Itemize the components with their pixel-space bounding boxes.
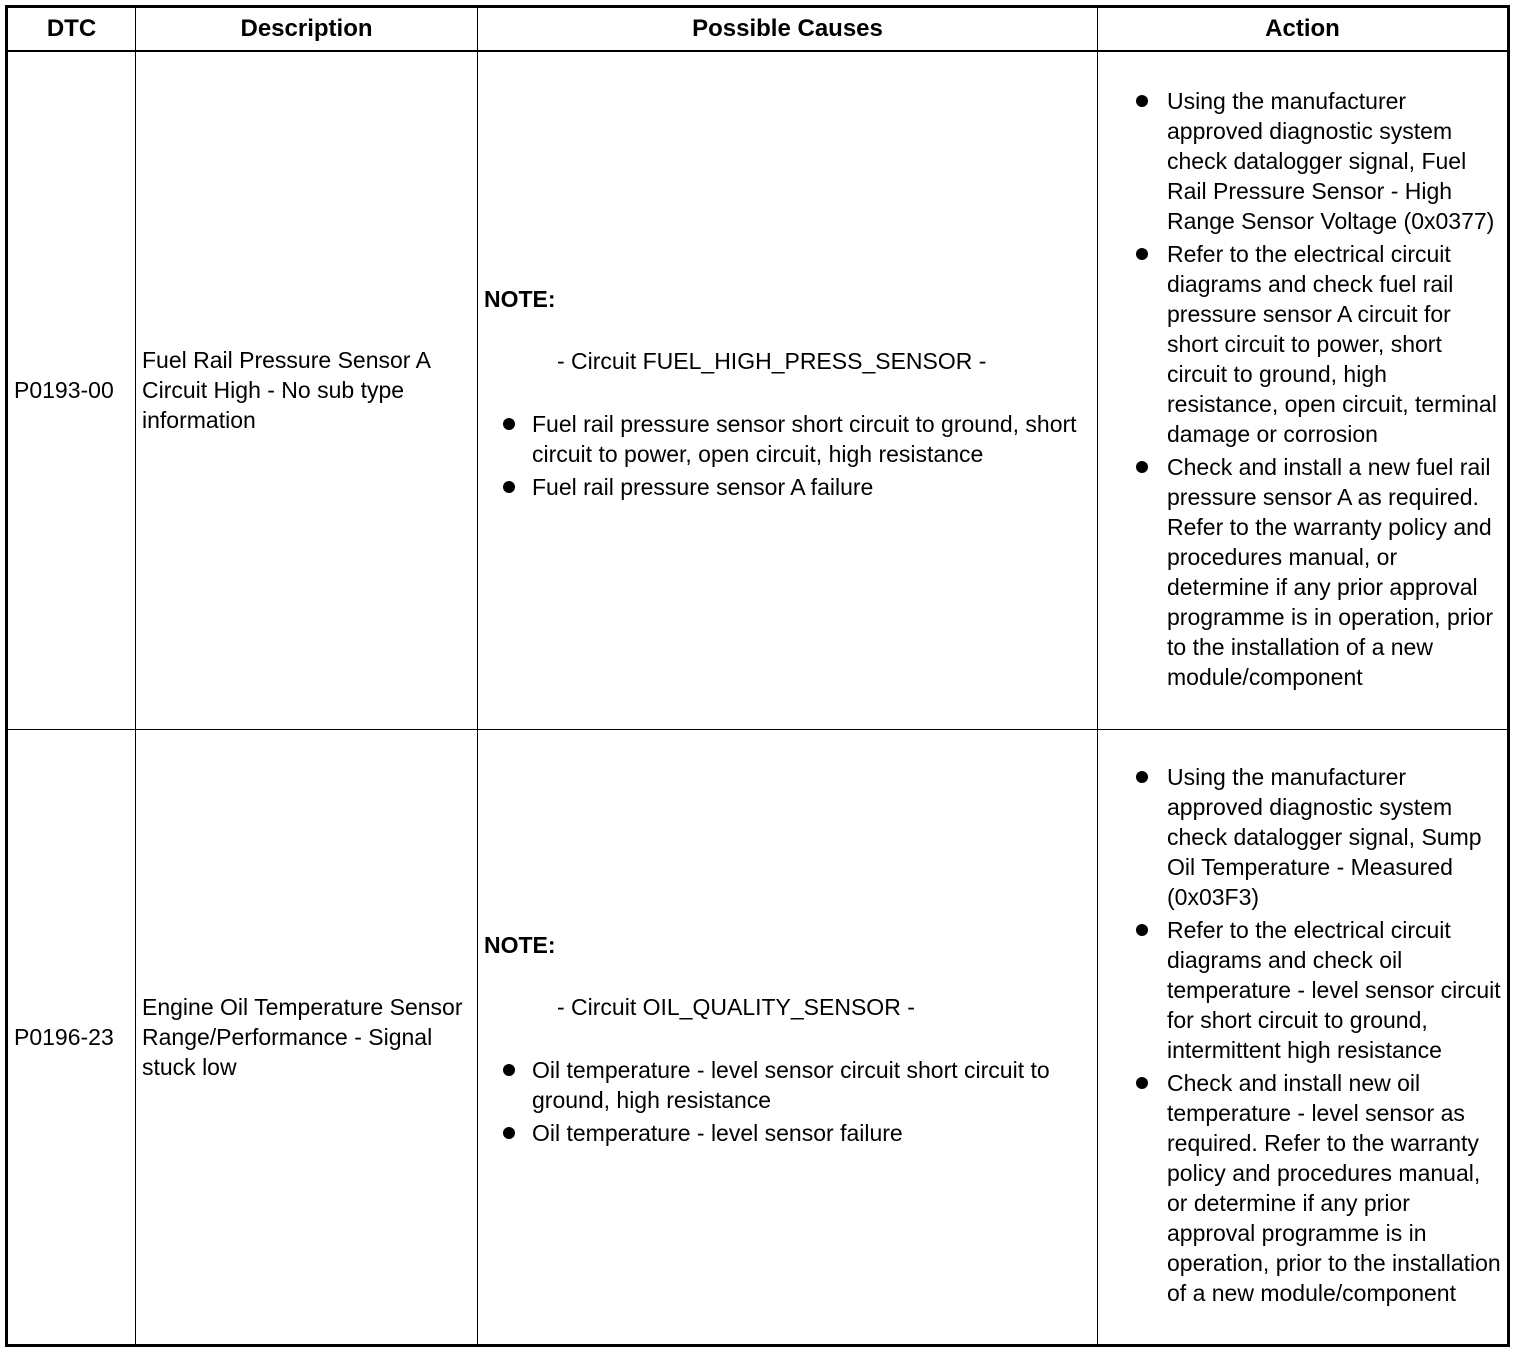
dtc-description: Fuel Rail Pressure Sensor A Circuit High - No sub type information (136, 51, 478, 729)
action-list (1116, 762, 1503, 1308)
circuit-name: - Circuit FUEL_HIGH_PRESS_SENSOR - (557, 347, 987, 374)
list-item (484, 472, 1091, 502)
cause-text: Fuel rail pressure sensor short circuit to ground, short circuit to power, open circuit, high resistance (532, 410, 1077, 467)
list-item (484, 409, 1091, 469)
header-description: Description (136, 7, 478, 52)
bullet-icon (1136, 248, 1148, 260)
list-item (1150, 915, 1503, 1065)
action-text: Check and install a new fuel rail pressure sensor A as required. Refer to the warranty policy and procedures manual, or determine if any prior approval programme is in operation, prior to the installation of a new module/component (1167, 453, 1493, 690)
dtc-table (5, 5, 1510, 1347)
action-cell (1098, 729, 1509, 1345)
list-item (1150, 1068, 1503, 1308)
cause-text: Oil temperature - level sensor failure (532, 1120, 903, 1146)
action-cell (1098, 51, 1509, 729)
action-list (1116, 86, 1503, 692)
bullet-icon (503, 1064, 515, 1076)
list-item (1150, 239, 1503, 449)
table-row (7, 729, 1509, 1345)
causes-list (484, 1055, 1091, 1148)
header-action: Action (1098, 7, 1509, 52)
bullet-icon (503, 481, 515, 493)
header-row (7, 7, 1509, 52)
dtc-code: P0196-23 (7, 729, 136, 1345)
header-possible-causes: Possible Causes (478, 7, 1098, 52)
list-item (484, 1055, 1091, 1115)
action-text: Refer to the electrical circuit diagrams and check fuel rail pressure sensor A circuit for short circuit to power, short circuit to ground, high resistance, open circuit, terminal damage or corrosion (1167, 240, 1497, 447)
bullet-icon (503, 418, 515, 430)
causes-list (484, 409, 1091, 502)
bullet-icon (1136, 924, 1148, 936)
list-item (1150, 452, 1503, 692)
possible-causes-cell (478, 729, 1098, 1345)
list-item (484, 1118, 1091, 1148)
list-item (1150, 86, 1503, 236)
action-text: Using the manufacturer approved diagnostic system check datalogger signal, Fuel Rail Pressure Sensor - High Range Sensor Voltage (0x0377) (1167, 87, 1495, 234)
cause-text: Oil temperature - level sensor circuit short circuit to ground, high resistance (532, 1057, 1050, 1113)
dtc-code: P0193-00 (7, 51, 136, 729)
table-row (7, 51, 1509, 729)
bullet-icon (503, 1127, 515, 1139)
action-text: Check and install new oil temperature - level sensor as required. Refer to the warranty policy and procedures manual, or determine if any prior approval programme is in operation, prior to the installation of a new module/component (1167, 1070, 1501, 1306)
header-dtc: DTC (7, 7, 136, 52)
cause-text: Fuel rail pressure sensor A failure (532, 473, 874, 500)
note-label: NOTE: (484, 932, 556, 958)
bullet-icon (1136, 771, 1148, 783)
note-label: NOTE: (484, 285, 556, 312)
list-item (1150, 762, 1503, 912)
circuit-name: - Circuit OIL_QUALITY_SENSOR - (557, 994, 915, 1020)
bullet-icon (1136, 95, 1148, 107)
action-text: Refer to the electrical circuit diagrams and check oil temperature - level sensor circuit for short circuit to ground, intermittent high resistance (1167, 917, 1501, 1063)
action-text: Using the manufacturer approved diagnostic system check datalogger signal, Sump Oil Temperature - Measured (0x03F3) (1167, 764, 1482, 910)
dtc-description: Engine Oil Temperature Sensor Range/Performance - Signal stuck low (136, 729, 478, 1345)
bullet-icon (1136, 461, 1148, 473)
bullet-icon (1136, 1077, 1148, 1089)
possible-causes-cell (478, 51, 1098, 729)
